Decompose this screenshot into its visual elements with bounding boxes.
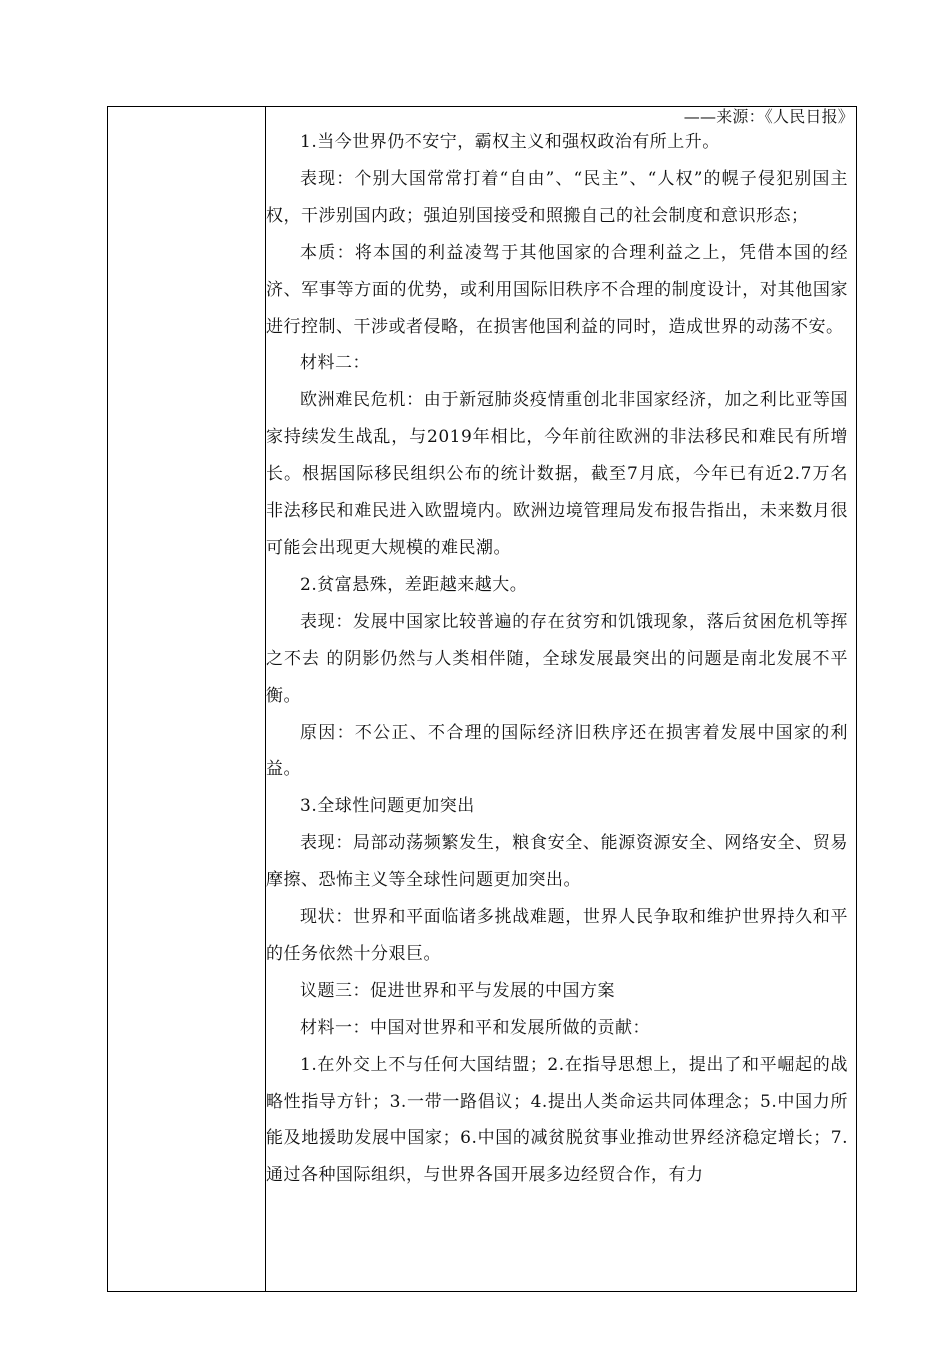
paragraph: 1.在外交上不与任何大国结盟；2.在指导思想上，提出了和平崛起的战略性指导方针；3.一带一路倡议；4.提出人类命运共同体理念；5.中国力所能及地援助发展中国家；6.中国的减贫脱贫事业推动世界经济稳定增长；7.通过各种国际组织，与世界各国开展多边经贸合作，有力 <box>266 1054 848 1186</box>
paragraph: 原因：不公正、不合理的国际经济旧秩序还在损害着发展中国家的利益。 <box>266 722 848 780</box>
paragraph: 表现：个别大国常常打着“自由”、“民主”、“人权”的幌子侵犯别国主权，干涉别国内政；强迫别国接受和照搬自己的社会制度和意识形态； <box>266 168 848 226</box>
paragraph: 1.当今世界仍不安宁，霸权主义和强权政治有所上升。 <box>300 132 720 152</box>
paragraph: 2.贫富悬殊，差距越来越大。 <box>300 574 528 595</box>
table-left-cell <box>108 107 266 1291</box>
paragraph: 本质：将本国的利益凌驾于其他国家的合理利益之上，凭借本国的经济、军事等方面的优势，或利用国际旧秩序不合理的制度设计，对其他国家进行控制、干涉或者侵略，在损害他国利益的同时，造成世界的动荡不安。 <box>266 242 848 337</box>
table-right-cell <box>266 107 856 1291</box>
paragraph: 欧洲难民危机：由于新冠肺炎疫情重创北非国家经济，加之利比亚等国家持续发生战乱，与2019年相比，今年前往欧洲的非法移民和难民有所增长。根据国际移民组织公布的统计数据，截至7月底，今年已有近2.7万名非法移民和难民进入欧盟境内。欧洲边境管理局发布报告指出，未来数月很可能会出现更大规模的难民潮。 <box>266 390 848 558</box>
paragraph: 材料二： <box>300 353 370 374</box>
paragraph: 3.全球性问题更加突出 <box>300 796 475 817</box>
source-line: ——来源：《人民日报》 <box>683 107 854 126</box>
body-content <box>266 124 848 1194</box>
paragraph: 材料一：中国对世界和平和发展所做的贡献： <box>300 1017 650 1038</box>
paragraph: 表现：发展中国家比较普遍的存在贫穷和饥饿现象，落后贫困危机等挥之不去 的阴影仍然与人类相伴随，全球发展最突出的问题是南北发展不平衡。 <box>266 611 848 706</box>
paragraph: 表现：局部动荡频繁发生，粮食安全、能源资源安全、网络安全、贸易摩擦、恐怖主义等全球性问题更加突出。 <box>266 833 848 891</box>
paragraph: 现状：世界和平面临诸多挑战难题，世界人民争取和维护世界持久和平的任务依然十分艰巨。 <box>266 907 848 964</box>
table-frame <box>107 106 857 1292</box>
paragraph: 议题三：促进世界和平与发展的中国方案 <box>300 980 615 1001</box>
